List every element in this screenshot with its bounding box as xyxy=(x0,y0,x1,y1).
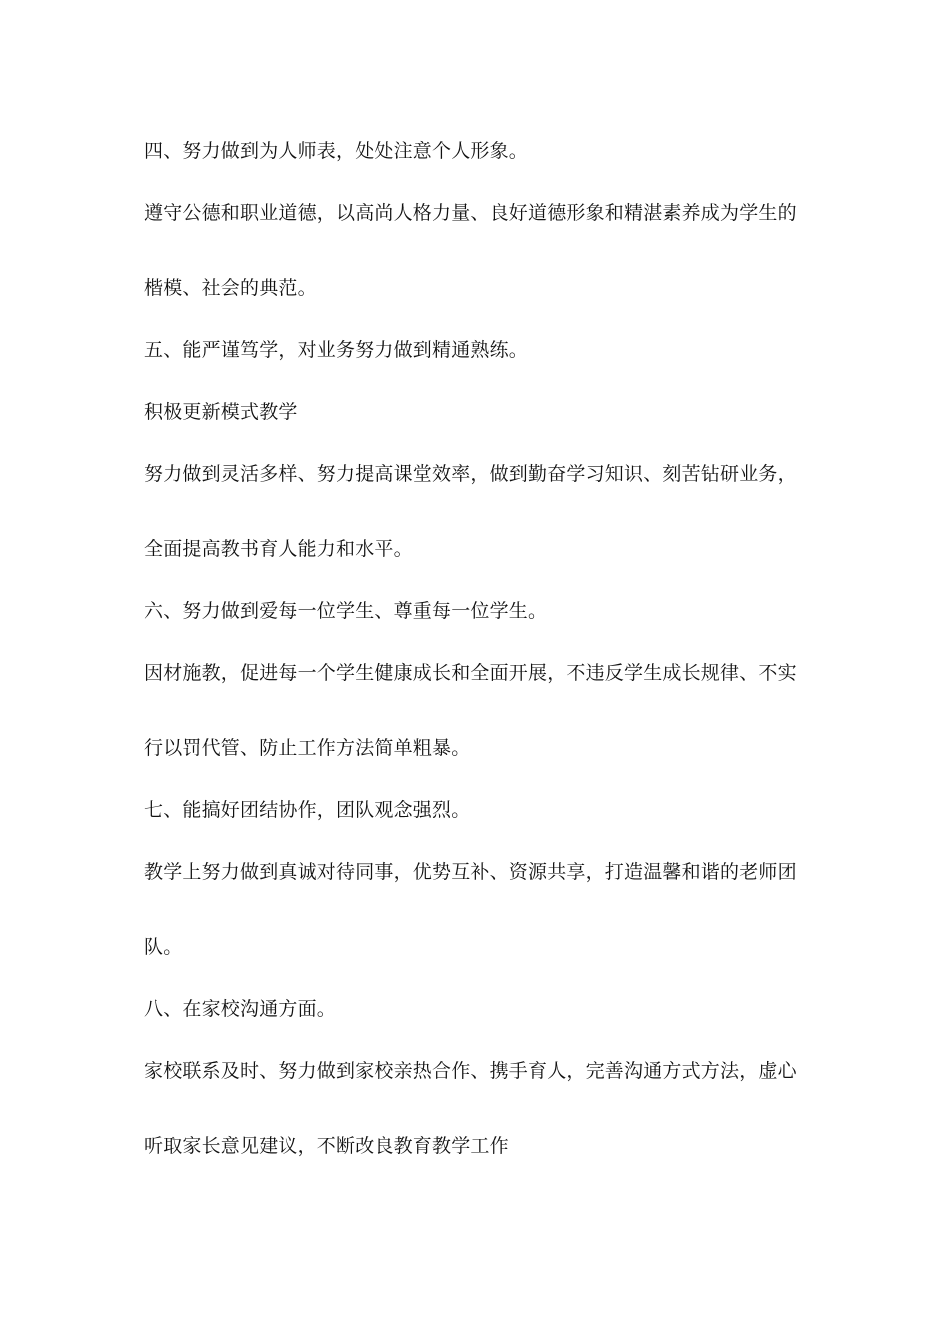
heading-seven: 七、能搞好团结协作，团队观念强烈。 xyxy=(144,799,471,821)
heading-six: 六、努力做到爱每一位学生、尊重每一位学生。 xyxy=(144,600,548,622)
paragraph-line: 遵守公德和职业道德，以高尚人格力量、良好道德形象和精湛素养成为学生的 xyxy=(144,202,797,224)
paragraph-line: 楷模、社会的典范。 xyxy=(144,277,317,299)
paragraph-line: 行以罚代管、防止工作方法简单粗暴。 xyxy=(144,737,471,759)
paragraph-line: 积极更新模式教学 xyxy=(144,401,298,423)
paragraph-line: 家校联系及时、努力做到家校亲热合作、携手育人，完善沟通方式方法，虚心 xyxy=(144,1060,797,1082)
heading-five: 五、能严谨笃学，对业务努力做到精通熟练。 xyxy=(144,339,529,361)
heading-four: 四、努力做到为人师表，处处注意个人形象。 xyxy=(144,140,529,162)
paragraph-line: 因材施教，促进每一个学生健康成长和全面开展，不违反学生成长规律、不实 xyxy=(144,662,797,684)
heading-eight: 八、在家校沟通方面。 xyxy=(144,998,337,1020)
paragraph-line: 全面提高教书育人能力和水平。 xyxy=(144,538,413,560)
paragraph-line: 听取家长意见建议，不断改良教育教学工作 xyxy=(144,1135,509,1157)
paragraph-line: 教学上努力做到真诚对待同事，优势互补、资源共享，打造温馨和谐的老师团 xyxy=(144,861,797,883)
paragraph-line: 队。 xyxy=(144,936,183,958)
paragraph-line: 努力做到灵活多样、努力提高课堂效率，做到勤奋学习知识、刻苦钻研业务， xyxy=(144,463,797,485)
